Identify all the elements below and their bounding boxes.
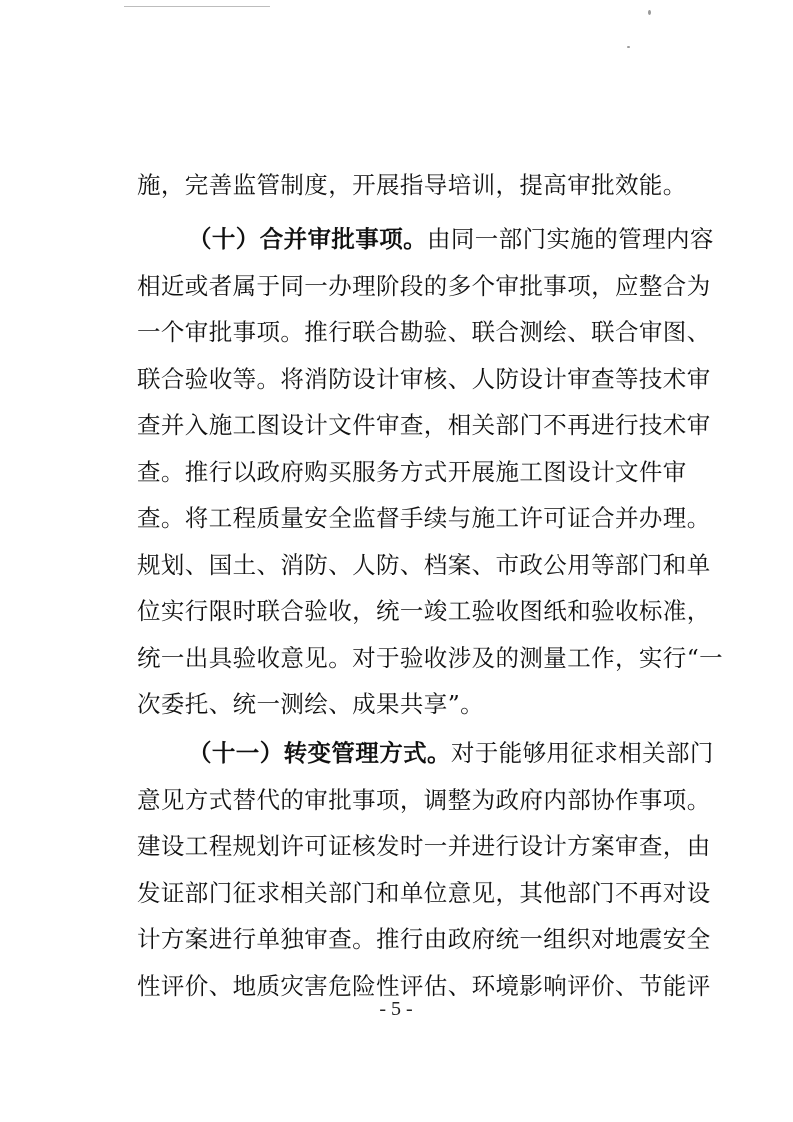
text-line: 查并入施工图设计文件审查，相关部门不再进行技术审	[137, 411, 711, 439]
text-line: 查。推行以政府购买服务方式开展施工图设计文件审	[137, 458, 687, 486]
text-span: 对于能够用征求相关部门	[450, 739, 714, 767]
text-line: 统一出具验收意见。对于验收涉及的测量工作，实行“一	[137, 644, 724, 672]
text-line: 相近或者属于同一办理阶段的多个审批事项，应整合为	[137, 272, 711, 300]
section-heading-11: （十一）转变管理方式。	[188, 739, 451, 767]
text-line	[188, 733, 714, 773]
text-line: 建设工程规划许可证核发时一并进行设计方案审查，由	[137, 832, 711, 860]
text-span: 由同一部门实施的管理内容	[427, 225, 714, 253]
header-rule	[124, 6, 270, 7]
text-line: 联合验收等。将消防设计审核、人防设计审查等技术审	[137, 365, 711, 393]
text-line: 性评价、地质灾害危险性评估、环境影响评价、节能评	[137, 972, 711, 1000]
text-line	[188, 219, 714, 259]
text-line: 发证部门征求相关部门和单位意见，其他部门不再对设	[137, 879, 711, 907]
text-line: 意见方式替代的审批事项，调整为政府内部协作事项。	[137, 786, 711, 814]
text-line: 规划、国土、消防、人防、档案、市政公用等部门和单	[137, 551, 711, 579]
text-line: 施，完善监管制度，开展指导培训，提高审批效能。	[137, 171, 687, 199]
page-number: - 5 -	[379, 998, 413, 1020]
text-line: 查。将工程质量安全监督手续与施工许可证合并办理。	[137, 504, 711, 532]
text-line: 次委托、统一测绘、成果共享”。	[137, 690, 485, 718]
text-line: 位实行限时联合验收，统一竣工验收图纸和验收标准，	[137, 597, 711, 625]
scan-speck	[627, 46, 630, 48]
section-heading-10: （十）合并审批事项。	[188, 225, 427, 253]
text-line: 计方案进行单独审查。推行由政府统一组织对地震安全	[137, 925, 711, 953]
scan-speck	[648, 10, 651, 15]
text-line: 一个审批事项。推行联合勘验、联合测绘、联合审图、	[137, 318, 711, 346]
